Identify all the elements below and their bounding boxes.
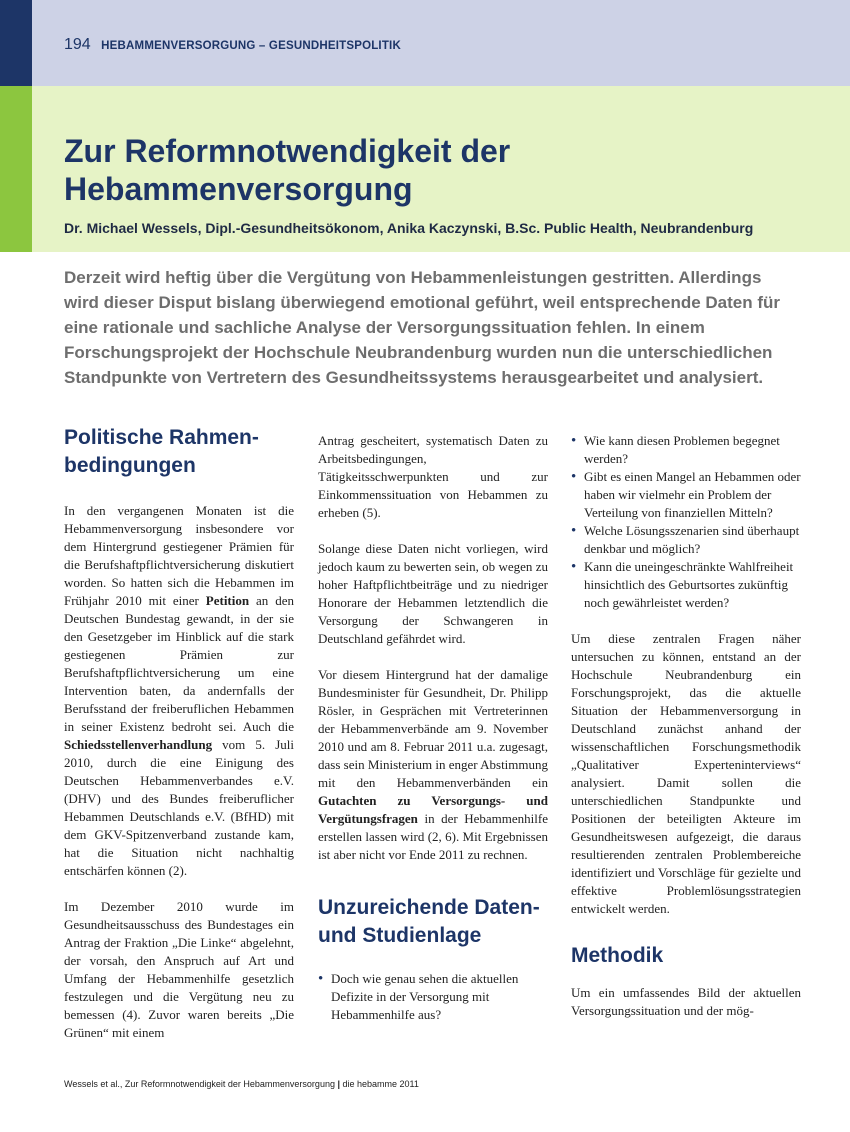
article-title — [64, 132, 824, 208]
text-run: in der Hebammenhilfe erstellen lassen wird (2, 6). Mit Ergebnissen ist aber nicht vor Ende 2011 zu rechnen. — [318, 811, 548, 862]
section-heading-unzureichende-datenlage — [318, 894, 548, 950]
bullet-item: • Kann die uneingeschränkte Wahlfreiheit hinsichtlich des Geburtsortes zukünftig noch gewährleistet werden? — [571, 558, 801, 612]
section-heading-line-2: bedingungen — [64, 454, 196, 477]
section-heading-line-1: Unzureichende Daten- — [318, 896, 540, 919]
paragraph: Im Dezember 2010 wurde im Gesundheitsausschuss des Bundestages ein Antrag der Fraktion „Die Linke“ abgelehnt, der vorsah, den Anspruch auf Art und Umfang der Hebammenhilfe gesetzlich festzulegen und die Vergütung neu zu bemessen (4). Zuvor waren bereits „Die Grünen“ mit einem — [64, 899, 294, 1040]
footer-journal: die hebamme 2011 — [342, 1079, 419, 1089]
running-head: HEBAMMENVERSORGUNG – GESUNDHEITSPOLITIK — [101, 40, 401, 52]
bullet-item: • Wie kann diesen Problemen begegnet werden? — [571, 432, 801, 468]
bullet-item: • Doch wie genau sehen die aktuellen Defizite in der Versorgung mit Hebammenhilfe aus? — [318, 970, 548, 1024]
column-2 — [318, 424, 548, 1024]
title-accent-block — [0, 86, 32, 252]
running-header — [64, 36, 401, 54]
column-1 — [64, 424, 294, 1042]
article-title-line-1: Zur Reformnotwendigkeit der — [64, 133, 511, 169]
header-accent-block — [0, 0, 32, 86]
bullet-list — [318, 970, 548, 1024]
bold-term-schiedsstellenverhandlung: Schiedsstellenverhandlung — [64, 737, 213, 752]
article-authors: Dr. Michael Wessels, Dipl.-Gesundheitsökonom, Anika Kaczynski, B.Sc. Public Health, Neubrandenburg — [64, 220, 754, 236]
text-run: vom 5. Juli 2010, durch die eine Einigung des Deutschen Hebammenverbandes e.V. (DHV) und des Bundes freiberuflicher Hebammen Deutschlands e.V. (BfHD) mit dem GKV-Spitzenverband zustande kam, hat die Situation nicht nachhaltig entschärfen können (2). — [64, 737, 294, 878]
bold-term-gutachten: Gutachten zu Versorgungs- und Vergütungsfragen — [318, 793, 548, 826]
paragraph: Um diese zentralen Fragen näher untersuchen zu können, entstand an der Hochschule Neubrandenburg ein Forschungsprojekt, das die aktuelle Situation der Hebammenversorgung in Deutschland zunächst anhand der wissenschaftlichen Forschungsmethodik „Qualitativer Experteninterviews“ analysiert. Damit sollen die unterschiedlichen Standpunkte und Positionen der beteiligten Akteure im Gesundheitswesen aufgezeigt, die daraus resultierenden zentralen Problembereiche identifiziert und Vorschläge für gezielte und effektive Problemlösungsstrategien entwickelt werden. — [571, 631, 801, 916]
page-footer — [64, 1079, 419, 1089]
bold-term-petition: Petition — [205, 593, 250, 608]
paragraph — [64, 502, 294, 880]
paragraph — [318, 666, 548, 864]
bullet-item: • Gibt es einen Mangel an Hebammen oder haben wir vielmehr ein Problem der Verteilung von finanziellen Mitteln? — [571, 468, 801, 522]
article-lead: Derzeit wird heftig über die Vergütung von Hebammenleistungen gestritten. Allerdings wird dieser Disput bislang überwiegend emotional geführt, weil entsprechende Daten für eine rationale und sachliche Analyse der Versorgungssituation fehlen. In einem Forschungsprojekt der Hochschule Neubrandenburg wurden nun die unterschiedlichen Standpunkte von Vertretern des Gesundheitssystems herausgearbeitet und analysiert. — [64, 268, 781, 387]
paragraph: Solange diese Daten nicht vorliegen, wird jedoch kaum zu bewerten sein, ob wegen zu hoher Haftpflichtbeiträge und zu niedriger Honorare der Hebammen letztendlich die Versorgung der Schwangeren in Deutschland gefährdet wird. — [318, 541, 548, 646]
article-title-line-2: Hebammenversorgung — [64, 171, 413, 207]
text-run: an den Deutschen Bundestag gewandt, in der sie den Gesetzgeber im Hinblick auf die stark gestiegenen Prämien zur Berufshaftpflichtversicherung um eine Intervention baten, da andernfalls der Berufsstand der freiberuflichen Hebammen in seiner Existenz bedroht sei. Auch die — [64, 593, 294, 734]
text-run: Vor diesem Hintergrund hat der damalige Bundesminister für Gesundheit, Dr. Philipp Rösler, in Gesprächen mit Vertreterinnen der Hebammenverbände am 9. November 2010 und am 8. Februar 2011 u.a. zugesagt, dass sein Ministerium in enger Abstimmung mit den Hebammenverbänden ein — [318, 667, 549, 790]
section-heading-line-2: und Studienlage — [318, 924, 482, 947]
text-run: In den vergangenen Monaten ist die Hebammenversorgung insbesondere vor dem Hintergrund gestiegener Prämien für die Berufshaftpflichtversicherung diskutiert worden. So hatten sich die Hebammen im Frühjahr 2010 mit einer — [64, 503, 294, 608]
page-number: 194 — [64, 36, 91, 53]
bullet-item: • Welche Lösungsszenarien sind überhaupt denkbar und möglich? — [571, 522, 801, 558]
footer-citation: Wessels et al., Zur Reformnotwendigkeit der Hebammenversorgung — [64, 1079, 335, 1089]
section-heading-methodik: Methodik — [571, 944, 664, 967]
section-heading-politische-rahmenbedingungen — [64, 424, 294, 480]
bullet-list — [571, 432, 801, 612]
paragraph: Um ein umfassendes Bild der aktuellen Versorgungssituation und der mög- — [571, 985, 801, 1018]
paragraph: Antrag gescheitert, systematisch Daten zu Arbeitsbedingungen, Tätigkeitsschwerpunkten und zur Einkommenssituation von Hebammen zu erheben (5). — [318, 433, 548, 520]
column-3 — [571, 424, 801, 1020]
footer-separator: | — [334, 1079, 343, 1089]
section-heading-line-1: Politische Rahmen- — [64, 426, 259, 449]
